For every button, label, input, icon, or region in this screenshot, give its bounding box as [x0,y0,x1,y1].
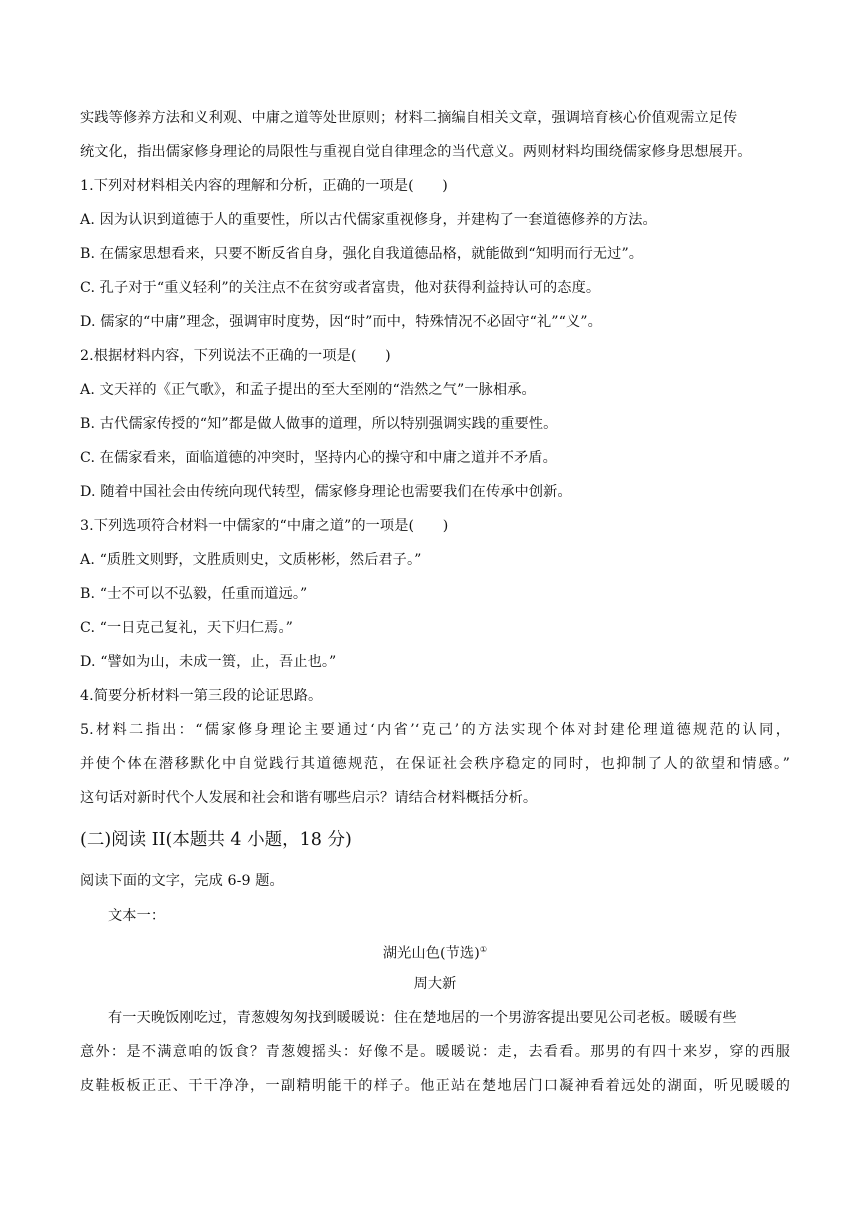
text-label: 文本一： [108,908,166,924]
passage-line: 意外：是不满意咱的饭食？青葱嫂摇头：好像不是。暖暖说：走，去看看。那男的有四十来岁，穿的西服 [80,1044,790,1060]
option-b: B. 在儒家思想看来，只要不断反省自身，强化自我道德品格，就能做到“知明而行无过”。 [80,246,644,262]
passage-line: 皮鞋板板正正、干干净净，一副精明能干的样子。他正站在楚地居门口凝神看着远处的湖面，听见暖暖的 [80,1078,790,1094]
option-a: A. 因为认识到道德于人的重要性，所以古代儒家重视修身，并建构了一套道德修养的方法。 [80,212,657,228]
reading-instruction: 阅读下面的文字，完成 6-9 题。 [80,873,284,889]
passage-author: 周大新 [413,976,457,992]
option-d: D. “譬如为山，未成一篑，止，吾止也。” [80,654,337,670]
passage-line: 有一天晚饭刚吃过，青葱嫂匆匆找到暖暖说：住在楚地居的一个男游客提出要见公司老板。暖暖有些 [108,1010,737,1026]
option-c: C. 在儒家看来，面临道德的冲突时，坚持内心的操守和中庸之道并不矛盾。 [80,450,557,466]
section-heading: (二)阅读 II(本题共 4 小题，18 分) [80,830,352,850]
option-b: B. 古代儒家传授的“知”都是做人做事的道理，所以特别强调实践的重要性。 [80,416,558,432]
option-d: D. 儒家的“中庸”理念，强调审时度势，因“时”而中，特殊情况不必固守“礼”“义”。 [80,314,602,330]
footnote-marker: ① [479,945,488,954]
passage-title-text: 湖光山色(节选) [382,945,480,962]
question-5-line: 并使个体在潜移默化中自觉践行其道德规范，在保证社会秩序稳定的同时，也抑制了人的欲望和情感。” [80,756,790,772]
question-4: 4.简要分析材料一第三段的论证思路。 [80,688,323,704]
option-d: D. 随着中国社会由传统向现代转型，儒家修身理论也需要我们在传承中创新。 [80,484,572,500]
intro-line: 实践等修养方法和义利观、中庸之道等处世原则；材料二摘编自相关文章，强调培育核心价值观需立足传 [80,110,738,126]
option-a: A. 文天祥的《正气歌》，和孟子提出的至大至刚的“浩然之气”一脉相承。 [80,382,536,398]
question-stem: 1.下列对材料相关内容的理解和分析，正确的一项是( ) [80,178,448,194]
question-stem: 2.根据材料内容，下列说法不正确的一项是( ) [80,348,391,364]
question-stem: 3.下列选项符合材料一中儒家的“中庸之道”的一项是( ) [80,518,449,534]
option-b: B. “士不可以不弘毅，任重而道远。” [80,586,308,602]
option-c: C. “一日克己复礼，天下归仁焉。” [80,620,294,636]
question-5-line: 5.材料二指出：“儒家修身理论主要通过‘内省’‘克己’的方法实现个体对封建伦理道德规范的认同， [80,722,790,738]
option-c: C. 孔子对于“重义轻利”的关注点不在贫穷或者富贵，他对获得利益持认可的态度。 [80,280,601,296]
passage-title [80,940,790,964]
option-a: A. “质胜文则野，文胜质则史，文质彬彬，然后君子。” [80,552,422,568]
intro-line: 统文化，指出儒家修身理论的局限性与重视自觉自律理念的当代意义。两则材料均围绕儒家修身思想展开。 [80,144,752,160]
question-5-line: 这句话对新时代个人发展和社会和谐有哪些启示？请结合材料概括分析。 [80,790,538,806]
